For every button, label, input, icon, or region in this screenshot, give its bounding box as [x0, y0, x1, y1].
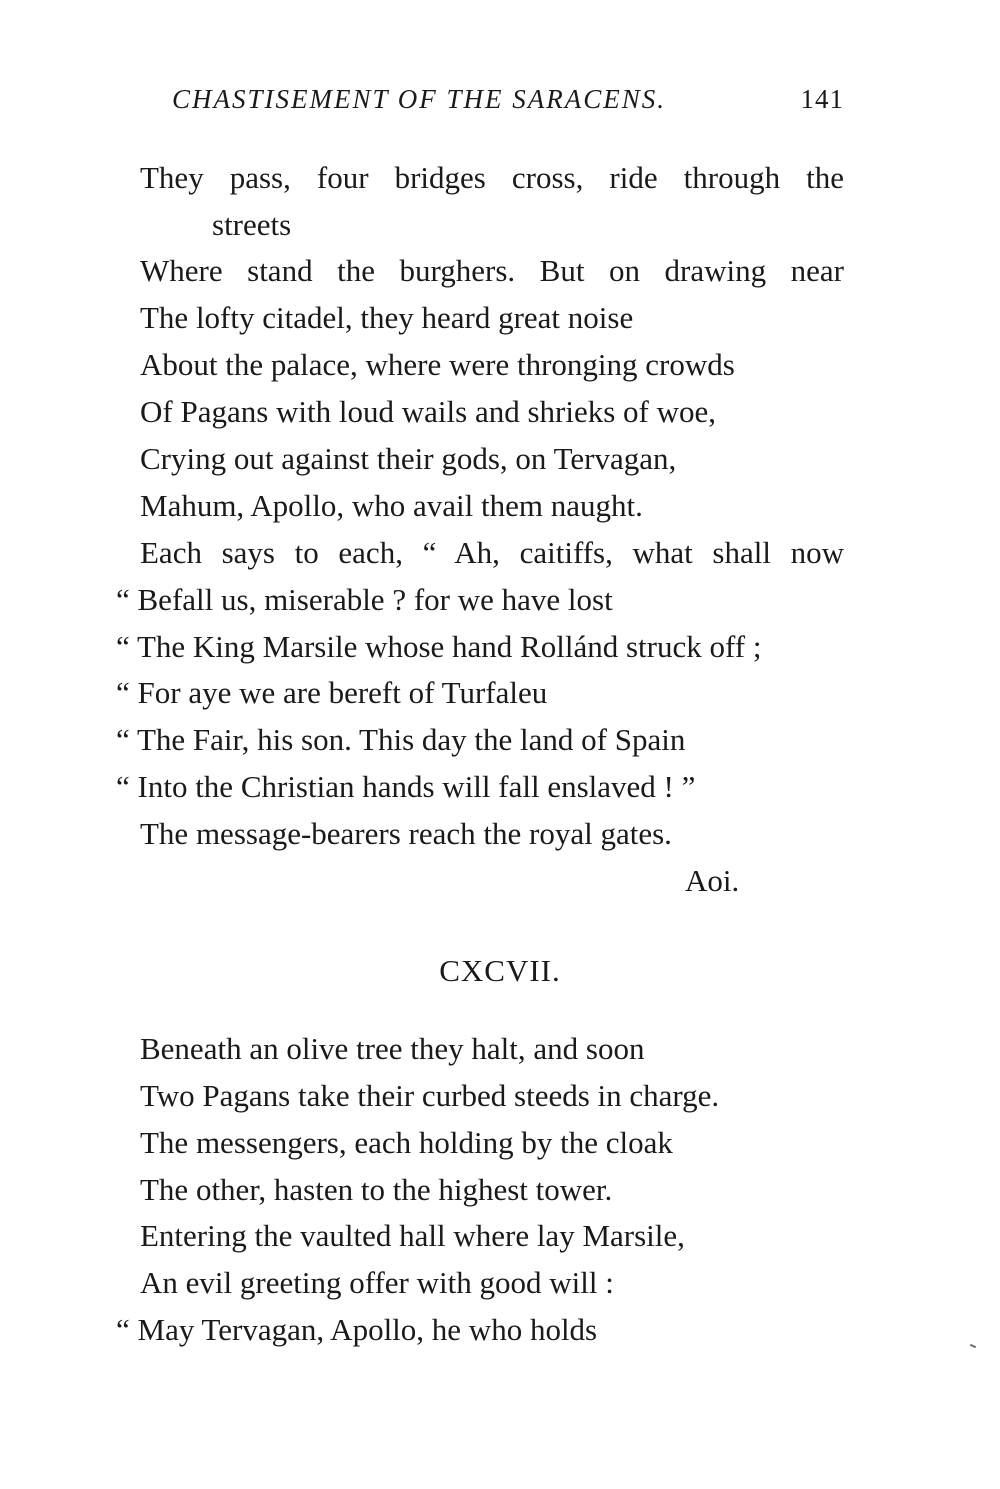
verse-line-quoted: “ For aye we are bereft of Turfaleu [116, 675, 548, 710]
verse-line: Entering the vaulted hall where lay Marsile, [140, 1218, 685, 1253]
verse-line-turnover: streets [212, 207, 292, 242]
verse-line: Mahum, Apollo, who avail them naught. [140, 488, 643, 523]
verse-line-quoted: “ The Fair, his son. This day the land of Spain [116, 722, 686, 757]
verse-line: The messengers, each holding by the cloak [140, 1125, 673, 1160]
verse-line: The message-bearers reach the royal gates. [140, 816, 672, 851]
verse-line-quoted: “ Befall us, miserable ? for we have lost [116, 582, 613, 617]
verse-line: The lofty citadel, they heard great noise [140, 300, 634, 335]
stanza-heading: CXCVII. [439, 953, 561, 988]
verse-line: About the palace, where were thronging crowds [140, 347, 735, 382]
page-number: 141 [800, 84, 844, 114]
verse-line-quoted: “ May Tervagan, Apollo, he who holds [116, 1312, 598, 1347]
running-title: CHASTISEMENT OF THE SARACENS. [172, 84, 667, 114]
verse-line: Beneath an olive tree they halt, and soon [140, 1031, 645, 1066]
verse-line: An evil greeting offer with good will : [140, 1265, 614, 1300]
verse-line-quoted: “ The King Marsile whose hand Rollánd struck off ; [116, 629, 762, 664]
verse-line: The other, hasten to the highest tower. [140, 1172, 613, 1207]
verse-line: Crying out against their gods, on Tervagan, [140, 441, 677, 476]
verse-line: Where stand the burghers. But on drawing near [140, 253, 844, 288]
verse-line-quoted: “ Into the Christian hands will fall enslaved ! ” [116, 769, 696, 804]
verse-line: Two Pagans take their curbed steeds in charge. [140, 1078, 720, 1113]
running-head [172, 84, 844, 124]
refrain-aoi: Aoi. [685, 863, 740, 898]
verse-line: Of Pagans with loud wails and shrieks of woe, [140, 394, 716, 429]
verse-line: They pass, four bridges cross, ride through the [140, 160, 844, 195]
ink-speck [970, 1344, 976, 1348]
verse-line: Each says to each, “ Ah, caitiffs, what shall now [140, 535, 844, 570]
